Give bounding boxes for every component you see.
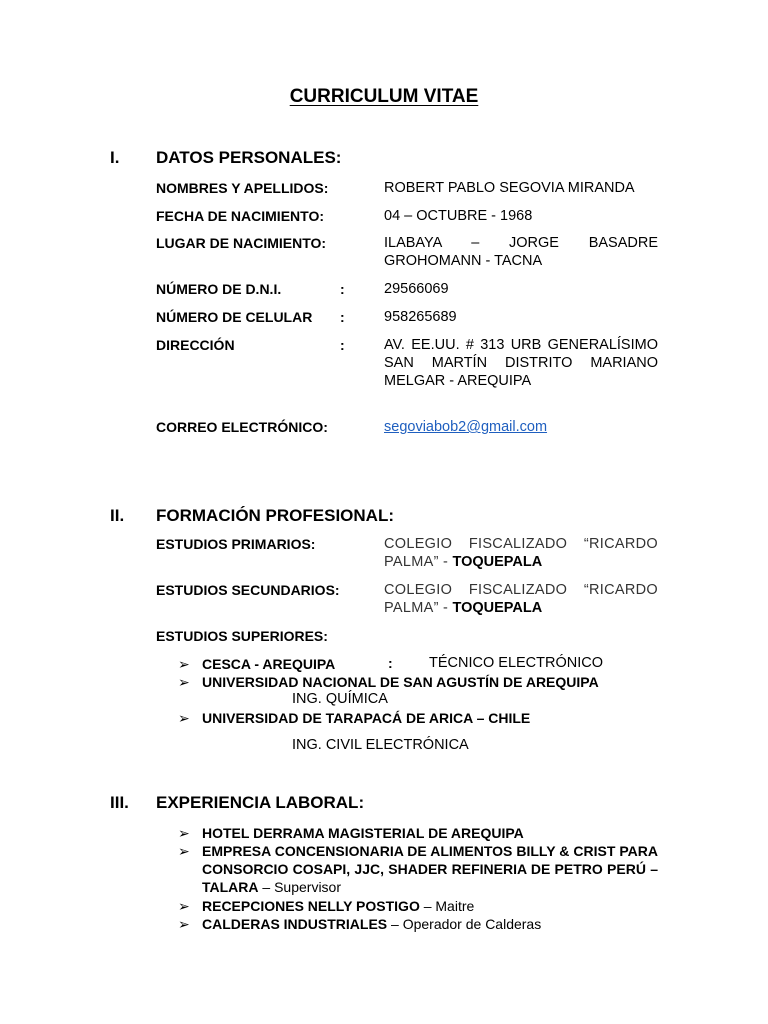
experience-item-1: HOTEL DERRAMA MAGISTERIAL DE AREQUIPA [202, 825, 524, 841]
experience-item-3 [202, 897, 658, 915]
arrow-bullet-icon: ➢ [178, 898, 190, 914]
higher-item-1-colon: : [388, 655, 393, 671]
higher-item-2-name: UNIVERSIDAD NACIONAL DE SAN AGUSTÍN DE AREQUIPA [202, 674, 599, 690]
higher-item-3-name: UNIVERSIDAD DE TARAPACÁ DE ARICA – CHILE [202, 710, 531, 726]
section-title: DATOS PERSONALES: [156, 148, 342, 167]
name-value: ROBERT PABLO SEGOVIA MIRANDA [384, 180, 635, 196]
list-item [178, 915, 658, 933]
birthdate-value: 04 – OCTUBRE - 1968 [384, 208, 533, 224]
birthplace-value: ILABAYA – JORGE BASADRE GROHOMANN - TACNA [384, 235, 658, 269]
cell-colon: : [340, 309, 345, 325]
higher-item-3-title: ING. CIVIL ELECTRÓNICA [292, 737, 469, 753]
section-title: EXPERIENCIA LABORAL: [156, 793, 365, 812]
arrow-bullet-icon: ➢ [178, 674, 190, 690]
secondary-town: TOQUEPALA [452, 600, 543, 616]
birthdate-label: FECHA DE NACIMIENTO: [156, 208, 324, 224]
cell-value: 958265689 [384, 309, 457, 325]
list-item [178, 897, 658, 915]
primary-town: TOQUEPALA [452, 554, 543, 570]
dni-colon: : [340, 281, 345, 297]
section-number: II. [110, 506, 125, 525]
experience-item-4-role: – Operador de Calderas [391, 916, 542, 932]
experience-item-3-role: – Maitre [423, 898, 475, 914]
higher-label: ESTUDIOS SUPERIORES: [156, 628, 328, 644]
cell-label-text: NÚMERO DE CELULAR [156, 309, 313, 325]
experience-item-2 [202, 842, 658, 896]
section-experience-heading [110, 793, 364, 813]
primary-label: ESTUDIOS PRIMARIOS: [156, 536, 316, 552]
experience-item-2-company: EMPRESA CONCENSIONARIA DE ALIMENTOS BILLY & CRIST PARA CONSORCIO COSAPI, JJC, SHADER REFINERIA DE PETRO PERÚ – TALARA [202, 843, 658, 895]
experience-item-2-role: – Supervisor [262, 879, 341, 895]
section-number: III. [110, 793, 129, 812]
primary-school: COLEGIO FISCALIZADO “RICARDO PALMA” - [384, 536, 658, 570]
name-label: NOMBRES Y APELLIDOS: [156, 180, 329, 196]
secondary-value [384, 581, 658, 617]
arrow-bullet-icon: ➢ [178, 843, 190, 859]
cell-label [156, 308, 381, 326]
arrow-bullet-icon: ➢ [178, 710, 190, 726]
arrow-bullet-icon: ➢ [178, 825, 190, 841]
higher-item-1-name: CESCA - AREQUIPA [202, 656, 336, 672]
email-value [384, 418, 658, 436]
section-education-heading [110, 506, 394, 526]
secondary-school: COLEGIO FISCALIZADO “RICARDO PALMA” - [384, 582, 658, 616]
higher-item-1-title: TÉCNICO ELECTRÓNICO [429, 655, 604, 671]
experience-item-4 [202, 915, 658, 933]
dni-value: 29566069 [384, 281, 449, 297]
birthplace-label: LUGAR DE NACIMIENTO: [156, 235, 327, 251]
address-colon: : [340, 337, 345, 353]
arrow-bullet-icon: ➢ [178, 916, 190, 932]
section-personal-heading [110, 148, 341, 168]
document-title: CURRICULUM VITAE [289, 86, 479, 107]
primary-value [384, 535, 658, 571]
list-item [178, 824, 658, 842]
address-label [156, 336, 381, 354]
dni-label [156, 280, 381, 298]
list-item [178, 709, 658, 727]
address-label-text: DIRECCIÓN [156, 337, 235, 353]
address-value: AV. EE.UU. # 313 URB GENERALÍSIMO SAN MARTÍN DISTRITO MARIANO MELGAR - AREQUIPA [384, 337, 658, 389]
arrow-bullet-icon: ➢ [178, 656, 190, 672]
section-title: FORMACIÓN PROFESIONAL: [156, 506, 394, 525]
experience-item-4-company: CALDERAS INDUSTRIALES [202, 916, 388, 932]
list-item [178, 842, 658, 896]
secondary-label: ESTUDIOS SECUNDARIOS: [156, 582, 340, 598]
section-number: I. [110, 148, 120, 167]
experience-item-3-company: RECEPCIONES NELLY POSTIGO [202, 898, 420, 914]
list-item [178, 673, 658, 691]
higher-item-2-title: ING. QUÍMICA [292, 691, 388, 707]
dni-label-text: NÚMERO DE D.N.I. [156, 281, 282, 297]
email-link[interactable]: segoviabob2@gmail.com [384, 419, 548, 435]
email-label: CORREO ELECTRÓNICO: [156, 419, 328, 435]
